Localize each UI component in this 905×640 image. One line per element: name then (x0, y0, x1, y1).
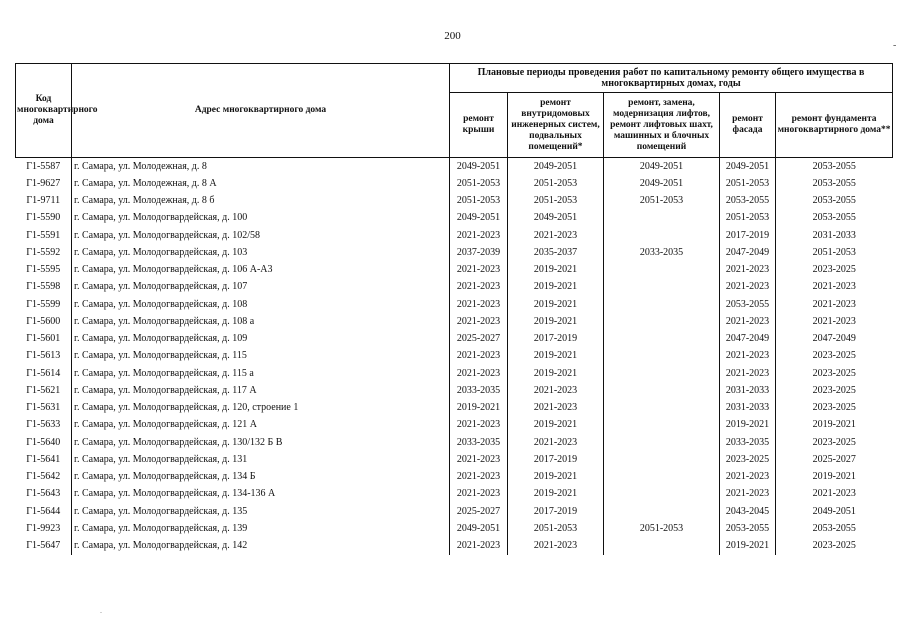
cell-lifts (604, 279, 720, 296)
cell-lifts (604, 382, 720, 399)
cell-code: Г1-5598 (16, 279, 72, 296)
cell-lifts: 2049-2051 (604, 175, 720, 192)
cell-facade: 2053-2055 (720, 520, 776, 537)
cell-foundation: 2023-2025 (812, 540, 856, 552)
cell-lifts (604, 348, 720, 365)
cell-roof: 2051-2053 (450, 193, 508, 210)
table-row (16, 400, 893, 417)
cell-facade: 2053-2055 (720, 193, 776, 210)
cell-roof: 2049-2051 (450, 158, 508, 176)
cell-foundation: 2021-2023 (812, 281, 856, 293)
cell-address: г. Самара, ул. Молодогвардейская, д. 130/132 Б В (72, 434, 450, 451)
cell-facade: 2021-2023 (720, 262, 776, 279)
cell-engineering: 2017-2019 (508, 451, 604, 468)
cell-lifts: 2051-2053 (604, 520, 720, 537)
cell-facade: 2047-2049 (720, 244, 776, 261)
cell-lifts: 2051-2053 (604, 193, 720, 210)
table-row (16, 520, 893, 537)
cell-code: Г1-5633 (16, 417, 72, 434)
cell-facade: 2023-2025 (720, 451, 776, 468)
cell-engineering: 2049-2051 (508, 158, 604, 176)
cell-code: Г1-5595 (16, 262, 72, 279)
cell-roof: 2021-2023 (450, 313, 508, 330)
cell-engineering: 2021-2023 (508, 400, 604, 417)
cell-foundation: 2019-2021 (812, 471, 856, 483)
cell-foundation: 2023-2025 (812, 436, 856, 448)
cell-address: г. Самара, ул. Молодогвардейская, д. 117 А (72, 382, 450, 399)
cell-code: Г1-5640 (16, 434, 72, 451)
cell-roof: 2021-2023 (450, 262, 508, 279)
table-row (16, 331, 893, 348)
cell-roof: 2021-2023 (450, 279, 508, 296)
cell-foundation: 2019-2021 (812, 419, 856, 431)
cell-roof: 2025-2027 (450, 331, 508, 348)
cell-lifts (604, 365, 720, 382)
cell-address: г. Самара, ул. Молодогвардейская, д. 142 (72, 538, 450, 555)
corner-mark: - (893, 40, 897, 51)
cell-roof: 2021-2023 (450, 365, 508, 382)
cell-address: г. Самара, ул. Молодогвардейская, д. 115 (72, 348, 450, 365)
cell-code: Г1-5641 (16, 451, 72, 468)
cell-code: Г1-5600 (16, 313, 72, 330)
cell-facade: 2031-2033 (720, 382, 776, 399)
table-row (16, 313, 893, 330)
cell-roof: 2033-2035 (450, 434, 508, 451)
cell-engineering: 2021-2023 (508, 227, 604, 244)
cell-roof: 2021-2023 (450, 227, 508, 244)
cell-facade: 2017-2019 (720, 227, 776, 244)
cell-facade: 2021-2023 (720, 486, 776, 503)
cell-code: Г1-9627 (16, 175, 72, 192)
cell-roof: 2049-2051 (450, 520, 508, 537)
table-row (16, 382, 893, 399)
cell-facade: 2019-2021 (720, 417, 776, 434)
header-code: Код многоквартирного дома (16, 64, 72, 158)
cell-foundation: 2021-2023 (812, 488, 856, 500)
cell-address: г. Самара, ул. Молодогвардейская, д. 108 а (72, 313, 450, 330)
cell-code: Г1-9923 (16, 520, 72, 537)
cell-roof: 2021-2023 (450, 296, 508, 313)
table-row (16, 193, 893, 210)
cell-engineering: 2021-2023 (508, 434, 604, 451)
cell-facade: 2051-2053 (720, 175, 776, 192)
cell-address: г. Самара, ул. Молодогвардейская, д. 120, строение 1 (72, 400, 450, 417)
cell-address: г. Самара, ул. Молодогвардейская, д. 134-136 А (72, 486, 450, 503)
table-row (16, 244, 893, 261)
cell-facade: 2019-2021 (720, 538, 776, 555)
cell-foundation: 2053-2055 (812, 195, 856, 207)
cell-engineering: 2019-2021 (508, 262, 604, 279)
table-row (16, 210, 893, 227)
cell-address: г. Самара, ул. Молодогвардейская, д. 100 (72, 210, 450, 227)
cell-lifts (604, 227, 720, 244)
cell-engineering: 2019-2021 (508, 313, 604, 330)
cell-code: Г1-5601 (16, 331, 72, 348)
cell-foundation: 2053-2055 (812, 177, 856, 189)
cell-code: Г1-5621 (16, 382, 72, 399)
cell-address: г. Самара, ул. Молодогвардейская, д. 103 (72, 244, 450, 261)
cell-facade: 2047-2049 (720, 331, 776, 348)
cell-engineering: 2049-2051 (508, 210, 604, 227)
cell-foundation: 2051-2053 (812, 246, 856, 258)
cell-lifts (604, 313, 720, 330)
cell-facade: 2053-2055 (720, 296, 776, 313)
cell-facade: 2043-2045 (720, 503, 776, 520)
cell-foundation: 2053-2055 (776, 158, 893, 176)
cell-address: г. Самара, ул. Молодогвардейская, д. 131 (72, 451, 450, 468)
cell-facade: 2033-2035 (720, 434, 776, 451)
table-row (16, 469, 893, 486)
cell-engineering: 2019-2021 (508, 296, 604, 313)
cell-lifts (604, 434, 720, 451)
table-row (16, 262, 893, 279)
table-row (16, 503, 893, 520)
cell-engineering: 2019-2021 (508, 417, 604, 434)
cell-engineering: 2017-2019 (508, 331, 604, 348)
table-row (16, 348, 893, 365)
cell-roof: 2021-2023 (450, 417, 508, 434)
cell-address: г. Самара, ул. Молодогвардейская, д. 121 А (72, 417, 450, 434)
cell-foundation: 2023-2025 (812, 264, 856, 276)
cell-address: г. Самара, ул. Молодогвардейская, д. 107 (72, 279, 450, 296)
table-row (16, 175, 893, 192)
capital-repair-table (15, 63, 893, 555)
cell-foundation: 2023-2025 (812, 402, 856, 414)
cell-foundation: 2023-2025 (812, 350, 856, 362)
cell-lifts: 2049-2051 (604, 158, 720, 176)
cell-lifts (604, 486, 720, 503)
cell-foundation: 2021-2023 (812, 298, 856, 310)
cell-engineering: 2051-2053 (508, 193, 604, 210)
cell-lifts: 2033-2035 (604, 244, 720, 261)
cell-engineering: 2019-2021 (508, 365, 604, 382)
footer-mark: . (100, 606, 102, 615)
header-address: Адрес многоквартирного дома (72, 64, 450, 158)
cell-facade: 2021-2023 (720, 348, 776, 365)
cell-foundation: 2025-2027 (812, 453, 856, 465)
table-row (16, 227, 893, 244)
cell-address: г. Самара, ул. Молодогвардейская, д. 115 а (72, 365, 450, 382)
cell-roof: 2033-2035 (450, 382, 508, 399)
cell-address: г. Самара, ул. Молодежная, д. 8 А (72, 175, 450, 192)
cell-roof: 2037-2039 (450, 244, 508, 261)
cell-engineering: 2019-2021 (508, 469, 604, 486)
cell-code: Г1-5599 (16, 296, 72, 313)
cell-code: Г1-5631 (16, 400, 72, 417)
cell-foundation: 2023-2025 (812, 384, 856, 396)
cell-engineering: 2019-2021 (508, 486, 604, 503)
cell-code: Г1-9711 (16, 193, 72, 210)
table-row (16, 434, 893, 451)
cell-roof: 2021-2023 (450, 451, 508, 468)
cell-roof: 2021-2023 (450, 538, 508, 555)
cell-foundation: 2021-2023 (812, 315, 856, 327)
cell-lifts (604, 451, 720, 468)
cell-roof: 2021-2023 (450, 348, 508, 365)
cell-address: г. Самара, ул. Молодогвардейская, д. 108 (72, 296, 450, 313)
cell-engineering: 2051-2053 (508, 175, 604, 192)
cell-foundation: 2047-2049 (812, 333, 856, 345)
cell-lifts (604, 210, 720, 227)
table-row (16, 296, 893, 313)
header-engineering: ремонт внутридомовых инженерных систем, подвальных помещений* (508, 93, 604, 158)
cell-roof: 2021-2023 (450, 469, 508, 486)
cell-roof: 2019-2021 (450, 400, 508, 417)
cell-lifts (604, 400, 720, 417)
cell-address: г. Самара, ул. Молодежная, д. 8 б (72, 193, 450, 210)
cell-lifts (604, 503, 720, 520)
cell-lifts (604, 296, 720, 313)
cell-address: г. Самара, ул. Молодогвардейская, д. 134 Б (72, 469, 450, 486)
cell-foundation: 2053-2055 (812, 212, 856, 224)
cell-code: Г1-5647 (16, 538, 72, 555)
header-roof: ремонт крыши (450, 93, 508, 158)
cell-foundation: 2031-2033 (812, 229, 856, 241)
cell-engineering: 2021-2023 (508, 382, 604, 399)
cell-engineering: 2019-2021 (508, 348, 604, 365)
cell-roof: 2051-2053 (450, 175, 508, 192)
cell-code: Г1-5644 (16, 503, 72, 520)
cell-facade: 2031-2033 (720, 400, 776, 417)
cell-facade: 2049-2051 (720, 158, 776, 176)
cell-foundation: 2049-2051 (812, 505, 856, 517)
table-row (16, 365, 893, 382)
cell-code: Г1-5592 (16, 244, 72, 261)
cell-engineering: 2035-2037 (508, 244, 604, 261)
header-foundation: ремонт фундамента многоквартирного дома** (776, 93, 893, 158)
cell-code: Г1-5643 (16, 486, 72, 503)
cell-lifts (604, 469, 720, 486)
table-row (16, 538, 893, 555)
table-row (16, 158, 893, 176)
table-body (16, 158, 893, 555)
cell-facade: 2021-2023 (720, 279, 776, 296)
cell-address: г. Самара, ул. Молодогвардейская, д. 109 (72, 331, 450, 348)
cell-facade: 2021-2023 (720, 469, 776, 486)
cell-foundation: 2053-2055 (812, 522, 856, 534)
cell-address: г. Самара, ул. Молодогвардейская, д. 139 (72, 520, 450, 537)
cell-address: г. Самара, ул. Молодогвардейская, д. 102/58 (72, 227, 450, 244)
cell-address: г. Самара, ул. Молодогвардейская, д. 135 (72, 503, 450, 520)
cell-engineering: 2021-2023 (508, 538, 604, 555)
cell-code: Г1-5613 (16, 348, 72, 365)
header-group: Плановые периоды проведения работ по капитальному ремонту общего имущества в многоквартирных домах, годы (450, 64, 893, 93)
cell-address: г. Самара, ул. Молодежная, д. 8 (72, 158, 450, 176)
cell-address: г. Самара, ул. Молодогвардейская, д. 106 А-А3 (72, 262, 450, 279)
table-row (16, 279, 893, 296)
cell-facade: 2021-2023 (720, 365, 776, 382)
cell-lifts (604, 331, 720, 348)
cell-roof: 2025-2027 (450, 503, 508, 520)
cell-lifts (604, 417, 720, 434)
cell-facade: 2051-2053 (720, 210, 776, 227)
cell-code: Г1-5614 (16, 365, 72, 382)
cell-lifts (604, 538, 720, 555)
cell-facade: 2021-2023 (720, 313, 776, 330)
table-row (16, 486, 893, 503)
cell-code: Г1-5591 (16, 227, 72, 244)
cell-code: Г1-5587 (16, 158, 72, 176)
cell-engineering: 2017-2019 (508, 503, 604, 520)
header-facade: ремонт фасада (720, 93, 776, 158)
cell-lifts (604, 262, 720, 279)
page-number: 200 (444, 30, 461, 42)
cell-code: Г1-5642 (16, 469, 72, 486)
cell-roof: 2049-2051 (450, 210, 508, 227)
cell-code: Г1-5590 (16, 210, 72, 227)
cell-engineering: 2019-2021 (508, 279, 604, 296)
cell-foundation: 2023-2025 (812, 367, 856, 379)
cell-roof: 2021-2023 (450, 486, 508, 503)
table-row (16, 417, 893, 434)
table-row (16, 451, 893, 468)
header-lifts: ремонт, замена, модернизация лифтов, ремонт лифтовых шахт, машинных и блочных помещений (604, 93, 720, 158)
cell-engineering: 2051-2053 (508, 520, 604, 537)
